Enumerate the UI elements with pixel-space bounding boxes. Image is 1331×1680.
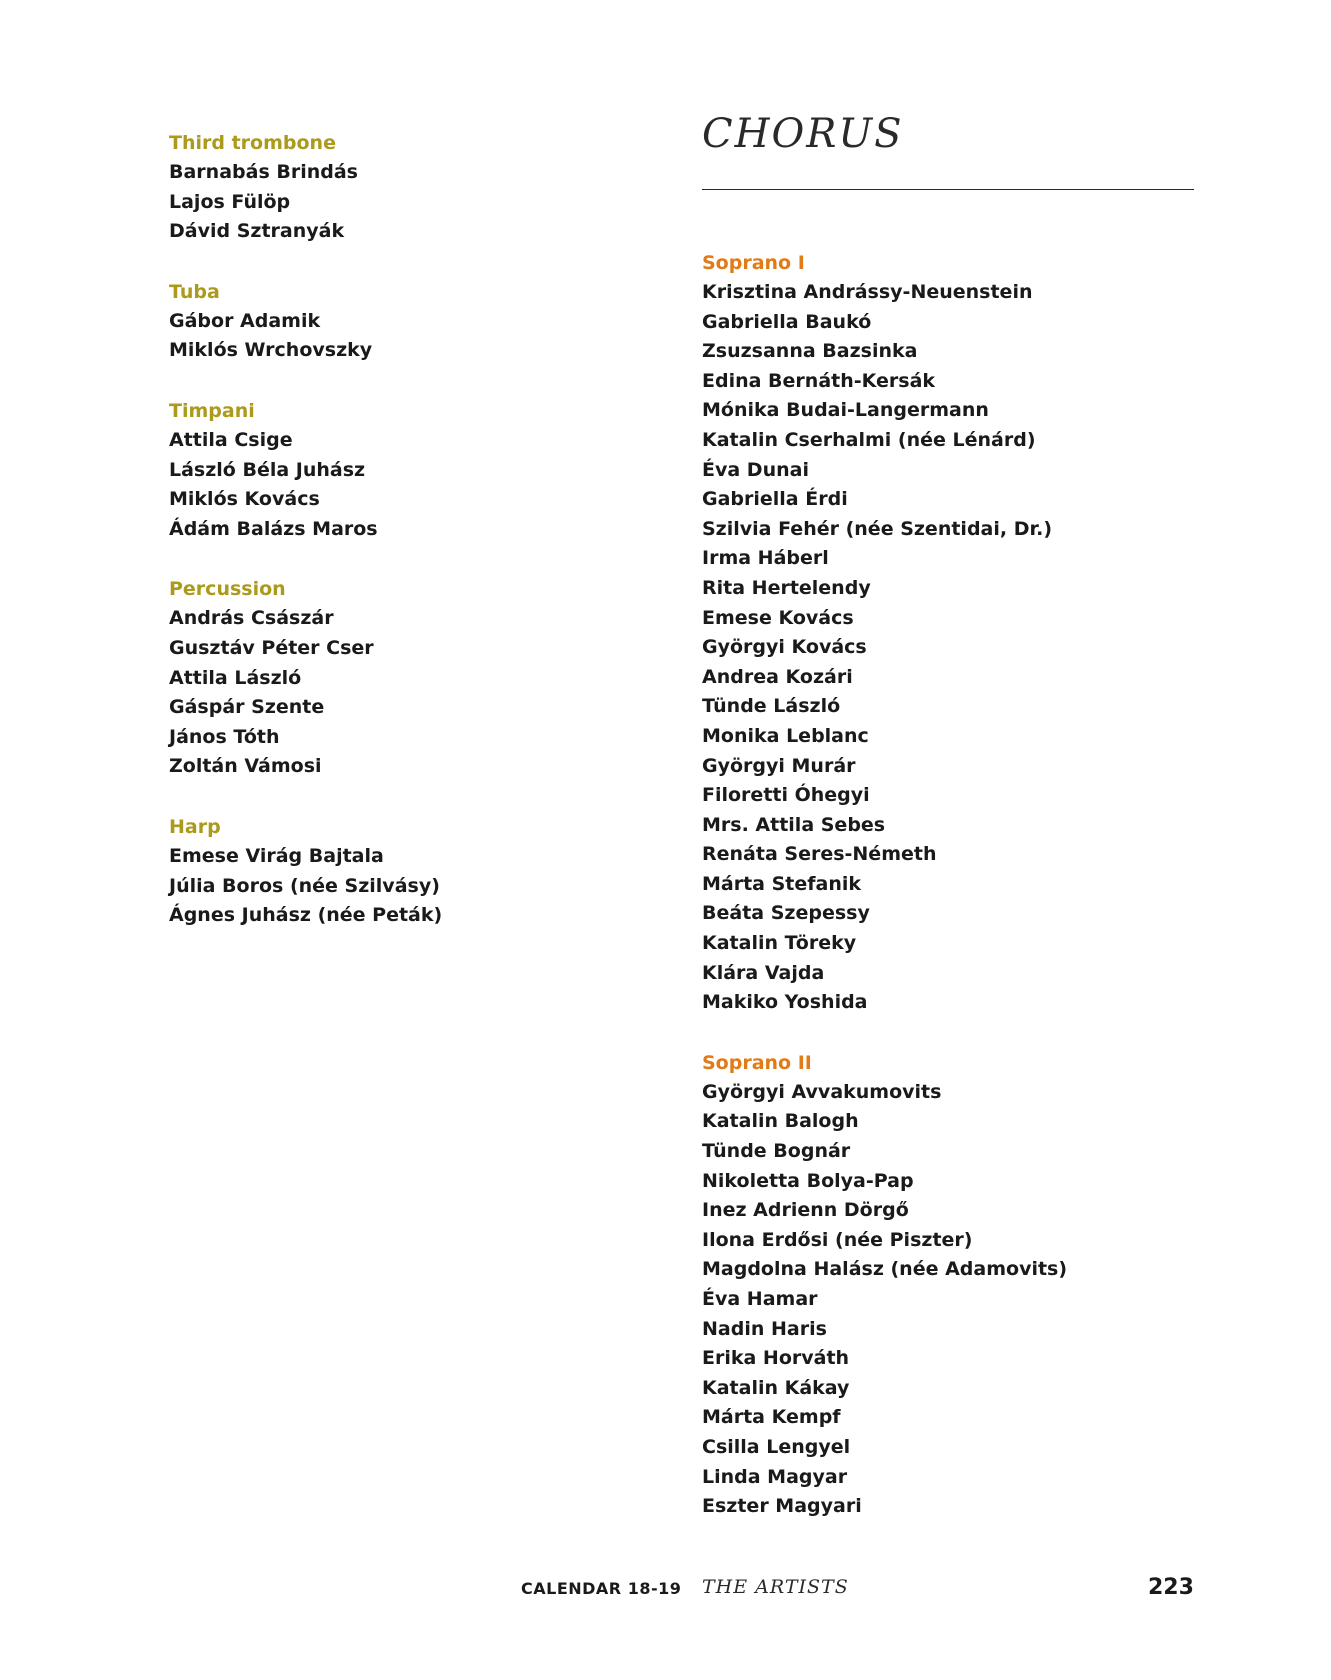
member-name: Renáta Seres-Németh — [702, 843, 937, 866]
member-name: Zoltán Vámosi — [169, 755, 322, 778]
roster-section — [169, 812, 589, 931]
roster-section — [702, 1048, 1194, 1522]
member-name: Szilvia Fehér (née Szentidai, Dr.) — [702, 517, 1053, 540]
member-name: Éva Dunai — [702, 458, 809, 481]
member-name: Gusztáv Péter Cser — [169, 636, 374, 659]
member-name: Attila László — [169, 666, 302, 689]
section-heading: Tuba — [169, 280, 220, 303]
member-name: Gabriella Érdi — [702, 488, 848, 511]
member-name: Ilona Erdősi (née Piszter) — [702, 1228, 973, 1251]
member-name: Gábor Adamik — [169, 309, 321, 332]
member-name: Gáspár Szente — [169, 696, 325, 719]
member-name: Klára Vajda — [702, 961, 825, 984]
title-divider — [702, 189, 1194, 190]
member-name: Inez Adrienn Dörgő — [702, 1199, 909, 1222]
member-name: Magdolna Halász (née Adamovits) — [702, 1258, 1068, 1281]
member-name: Eszter Magyari — [702, 1495, 862, 1518]
section-heading: Percussion — [169, 578, 286, 601]
member-name: Barnabás Brindás — [169, 161, 358, 183]
member-name: Emese Virág Bajtala — [169, 844, 384, 867]
member-name: Nadin Haris — [702, 1317, 827, 1340]
member-name: András Császár — [169, 607, 334, 630]
footer-section-title: THE ARTISTS — [702, 1576, 849, 1598]
member-name: Irma Háberl — [702, 547, 829, 570]
page-footer — [0, 1575, 1331, 1605]
section-heading: Soprano I — [702, 252, 805, 274]
roster-section — [169, 277, 589, 366]
member-name: Krisztina Andrássy-Neuenstein — [702, 281, 1033, 303]
member-name: Györgyi Kovács — [702, 636, 867, 659]
member-name: Márta Kempf — [702, 1406, 841, 1429]
member-name: Ágnes Juhász (née Peták) — [169, 904, 443, 927]
member-name: Makiko Yoshida — [702, 991, 868, 1014]
member-name: Attila Csige — [169, 428, 293, 451]
member-name: Rita Hertelendy — [702, 576, 871, 599]
member-name: Lajos Fülöp — [169, 190, 291, 213]
section-heading: Timpani — [169, 399, 255, 422]
member-name: Linda Magyar — [702, 1465, 848, 1488]
member-name: Györgyi Murár — [702, 754, 856, 777]
footer-calendar: CALENDAR 18-19 — [521, 1579, 682, 1598]
orchestra-column — [169, 128, 589, 961]
member-name: Éva Hamar — [702, 1288, 818, 1310]
member-name: Márta Stefanik — [702, 872, 862, 895]
member-name: Erika Horváth — [702, 1347, 850, 1370]
member-name: Csilla Lengyel — [702, 1435, 851, 1458]
section-heading: Harp — [169, 815, 221, 838]
roster-section — [702, 248, 1194, 1018]
page-number: 223 — [1148, 1575, 1194, 1600]
member-name: Katalin Töreky — [702, 932, 857, 955]
member-name: Katalin Balogh — [702, 1110, 859, 1133]
member-name: Tünde Bognár — [702, 1140, 851, 1163]
member-name: Miklós Kovács — [169, 488, 320, 511]
member-name: Beáta Szepessy — [702, 902, 870, 925]
member-name: Katalin Cserhalmi (née Lénárd) — [702, 428, 1036, 451]
chorus-column — [702, 108, 1194, 1552]
member-name: Gabriella Baukó — [702, 310, 872, 333]
member-name: Tünde László — [702, 695, 841, 718]
member-name: Miklós Wrchovszky — [169, 339, 373, 362]
section-heading: Soprano II — [702, 1051, 812, 1074]
member-name: Ádám Balázs Maros — [169, 517, 378, 540]
member-name: Mónika Budai-Langermann — [702, 399, 989, 422]
member-name: László Béla Juhász — [169, 458, 366, 481]
roster-section — [169, 574, 589, 782]
section-heading: Third trombone — [169, 132, 336, 154]
member-name: Györgyi Avvakumovits — [702, 1080, 942, 1103]
member-name: Mrs. Attila Sebes — [702, 813, 886, 836]
member-name: Monika Leblanc — [702, 724, 869, 747]
member-name: János Tóth — [169, 725, 280, 748]
member-name: Katalin Kákay — [702, 1376, 850, 1399]
member-name: Júlia Boros (née Szilvásy) — [169, 874, 440, 897]
member-name: Emese Kovács — [702, 606, 854, 629]
roster-section — [169, 396, 589, 544]
chorus-sections — [702, 248, 1194, 1522]
roster-section — [169, 128, 589, 247]
member-name: Dávid Sztranyák — [169, 220, 345, 243]
chorus-title: CHORUS — [702, 111, 904, 157]
member-name: Andrea Kozári — [702, 665, 853, 688]
member-name: Zsuzsanna Bazsinka — [702, 340, 918, 363]
member-name: Filoretti Óhegyi — [702, 784, 870, 807]
member-name: Edina Bernáth-Kersák — [702, 369, 936, 392]
member-name: Nikoletta Bolya-Pap — [702, 1169, 914, 1192]
